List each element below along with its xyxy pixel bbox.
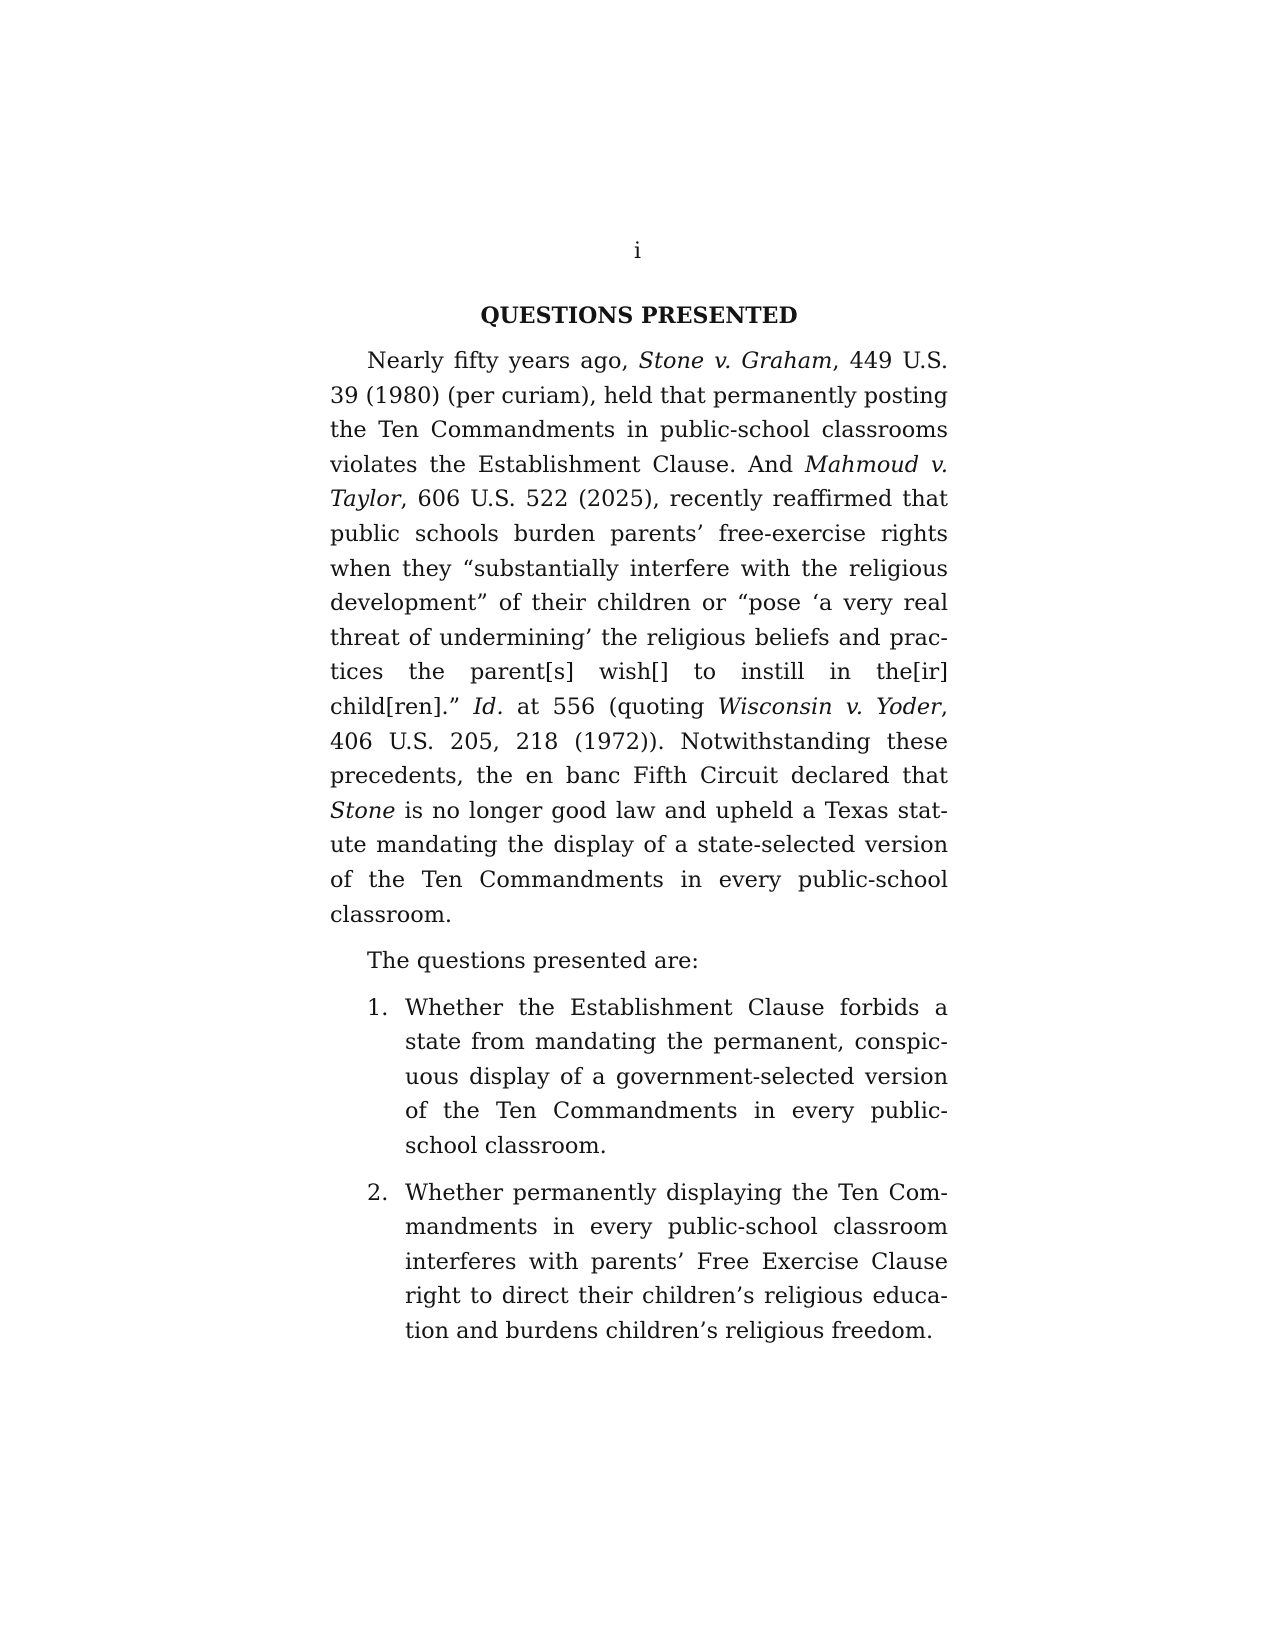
question-number: 1. xyxy=(367,994,389,1021)
intro-text-2: , 449 U.S. 39 (1980) (per curiam), held that permanently posting the Ten Commandments in public-school classrooms violates the Establishment Clause. And xyxy=(330,348,948,478)
case-citation-mahmoud-v-taylor: Mahmoud v. Taylor xyxy=(330,451,948,513)
case-citation-stone-v-graham: Stone v. Graham xyxy=(638,348,833,374)
question-text: Whether the Establishment Clause forbids a state from mandating the permanent, conspicuous display of a government-selected version of the Ten Commandments in every public-school classroom. xyxy=(405,994,948,1160)
intro-text-6: is no longer good law and upheld a Texas statute mandating the display of a state-selected version of the Ten Commandments in every public-school classroom. xyxy=(330,797,948,928)
intro-text-1: Nearly fifty years ago, xyxy=(367,348,639,374)
case-citation-stone: Stone xyxy=(330,797,396,824)
section-heading: QUESTIONS PRESENTED xyxy=(480,303,798,329)
page-content xyxy=(330,300,948,1361)
questions-lead-in: The questions presented are: xyxy=(367,948,699,975)
page-number: i xyxy=(633,239,642,264)
questions-list xyxy=(330,991,948,1349)
intro-text-4: at 556 (quoting xyxy=(503,693,718,720)
intro-text-5: , 406 U.S. 205, 218 (1972)). Notwithstanding these precedents, the en banc Fifth Circuit declared that xyxy=(330,693,948,790)
id-signal: Id. xyxy=(473,693,504,720)
intro-paragraph xyxy=(330,344,948,932)
intro-text-3: , 606 U.S. 522 (2025), recently reaffirmed that public schools burden parents’ free-exercise rights when they “substantially interfere with the religious development” of their children or “pose ‘a very real threat of undermining’ the religious beliefs and practices the parent[s] wish[] to instill in the[ir] child[ren].” xyxy=(330,486,948,720)
case-citation-wisconsin-v-yoder: Wisconsin v. Yoder xyxy=(717,693,941,720)
question-number: 2. xyxy=(367,1179,389,1206)
question-item xyxy=(330,991,948,1164)
question-item xyxy=(330,1176,948,1349)
question-text: Whether permanently displaying the Ten Commandments in every public-school classroom interferes with parents’ Free Exercise Clause right to direct their children’s religious education and burdens children’s religious freedom. xyxy=(405,1179,948,1345)
